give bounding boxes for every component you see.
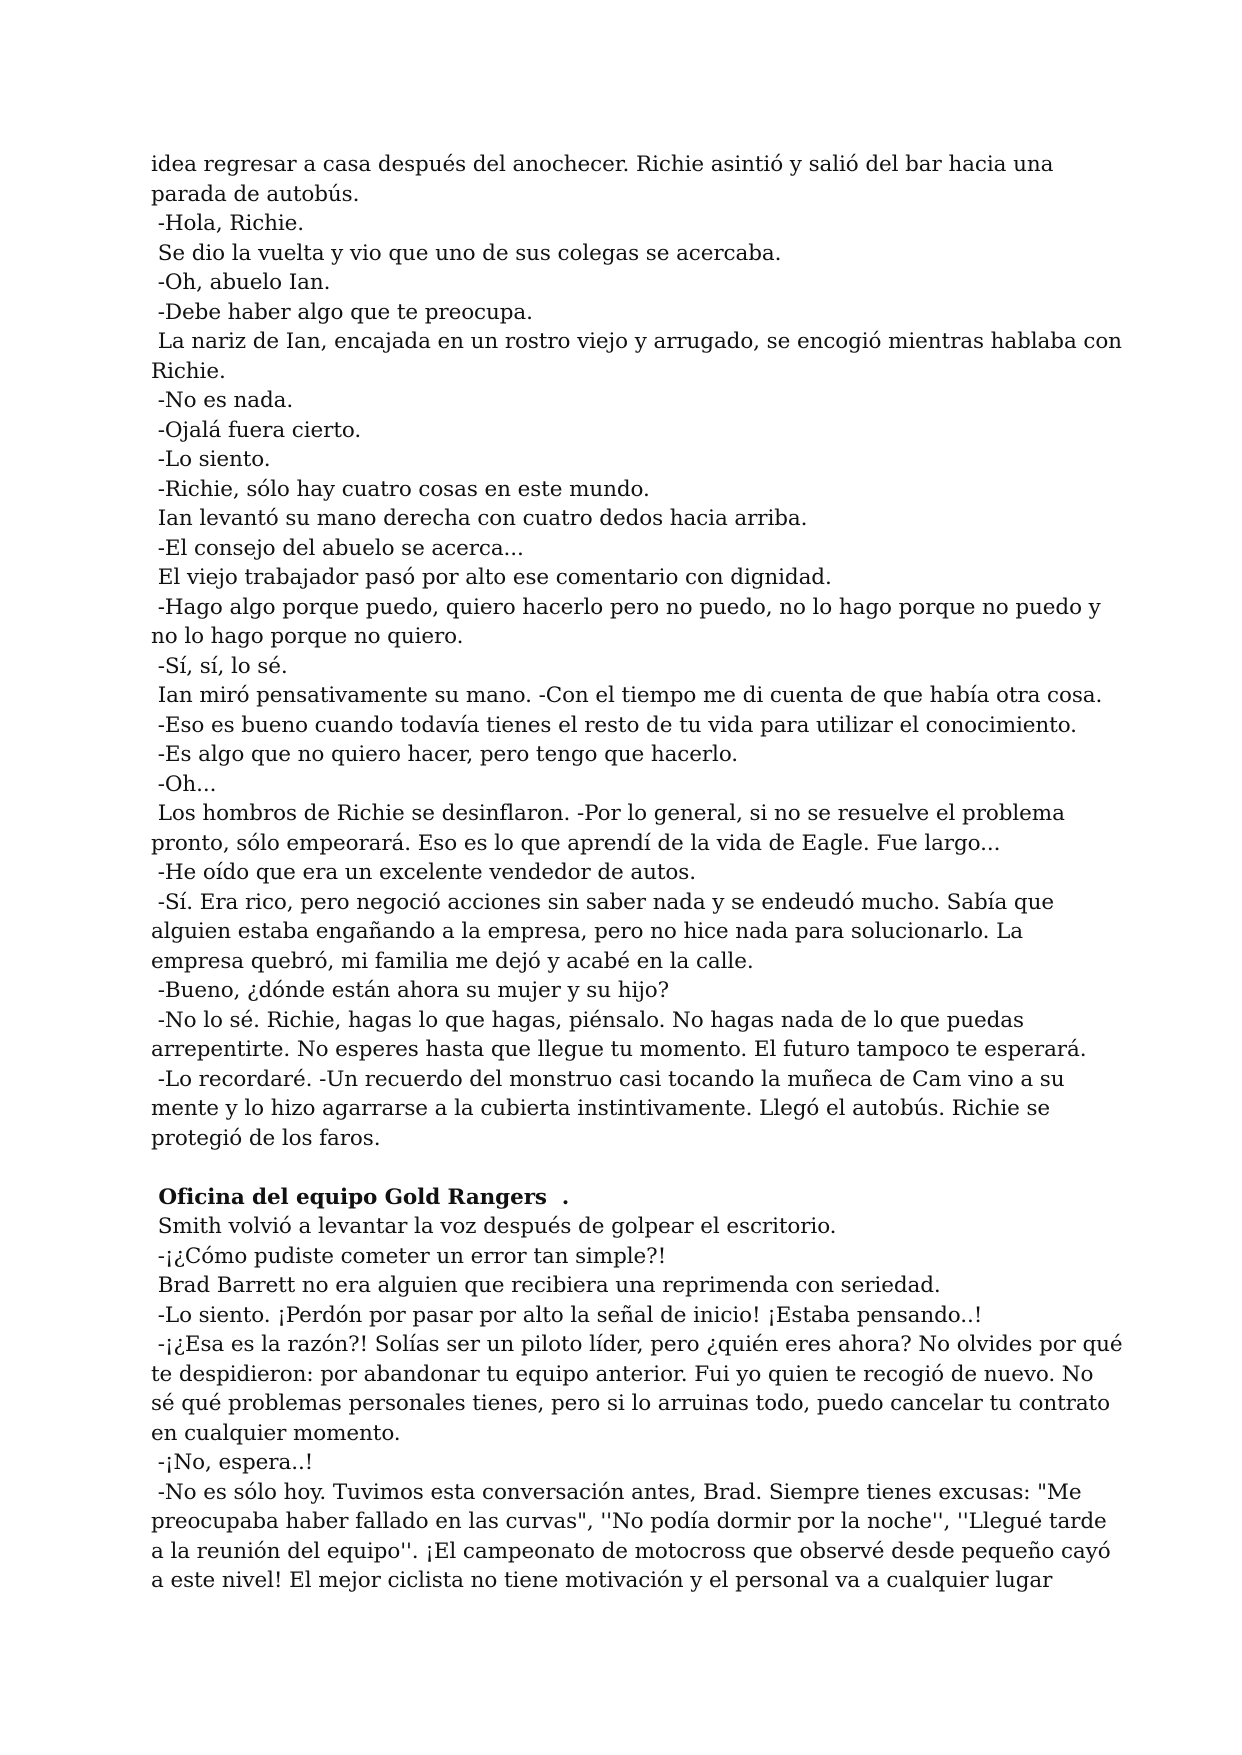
text-line: Ian miró pensativamente su mano. -Con el tiempo me di cuenta de que había otra cosa. (151, 683, 1103, 708)
section-heading: Oficina del equipo Gold Rangers . (151, 1184, 570, 1210)
text-line: parada de autobús. (151, 181, 360, 207)
text-line: -El consejo del abuelo se acerca... (151, 535, 524, 561)
text-line: -Eso es bueno cuando todavía tienes el resto de tu vida para utilizar el conocimiento. (151, 712, 1077, 738)
text-line: -Lo siento. (151, 447, 271, 472)
text-line: a este nivel! El mejor ciclista no tiene motivación y el personal va a cualquier lugar (151, 1568, 1053, 1593)
text-line: -Oh, abuelo Ian. (151, 270, 331, 295)
text-line: en cualquier momento. (151, 1420, 401, 1446)
blank-line (151, 1153, 1111, 1183)
text-line: -Sí, sí, lo sé. (151, 653, 288, 679)
text-line: -Bueno, ¿dónde están ahora su mujer y su hijo? (151, 978, 670, 1003)
text-line: -¡No, espera..! (151, 1450, 314, 1475)
text-line: idea regresar a casa después del anochecer. Richie asintió y salió del bar hacia una (151, 152, 1054, 177)
text-line: arrepentirte. No esperes hasta que llegue tu momento. El futuro tampoco te esperará. (151, 1037, 1087, 1062)
text-line: Se dio la vuelta y vio que uno de sus colegas se acercaba. (151, 240, 782, 266)
text-line: alguien estaba engañando a la empresa, pero no hice nada para solucionarlo. La (151, 919, 1023, 944)
text-line: -He oído que era un excelente vendedor de autos. (151, 860, 696, 885)
text-line: -Es algo que no quiero hacer, pero tengo que hacerlo. (151, 742, 739, 767)
text-line: -Lo recordaré. -Un recuerdo del monstruo casi tocando la muñeca de Cam vino a su (151, 1066, 1065, 1092)
text-line: -No es sólo hoy. Tuvimos esta conversación antes, Brad. Siempre tienes excusas: "Me (151, 1479, 1082, 1505)
text-line: -Debe haber algo que te preocupa. (151, 299, 533, 325)
text-line: te despidieron: por abandonar tu equipo anterior. Fui yo quien te recogió de nuevo. No (151, 1361, 1094, 1387)
text-line: Brad Barrett no era alguien que recibiera una reprimenda con seriedad. (151, 1273, 941, 1298)
text-line: Ian levantó su mano derecha con cuatro dedos hacia arriba. (151, 506, 808, 531)
text-line: Los hombros de Richie se desinflaron. -Por lo general, si no se resuelve el problema (151, 801, 1065, 826)
text-line: empresa quebró, mi familia me dejó y acabé en la calle. (151, 948, 754, 974)
text-line: -Lo siento. ¡Perdón por pasar por alto la señal de inicio! ¡Estaba pensando..! (151, 1302, 983, 1328)
text-line: protegió de los faros. (151, 1125, 381, 1151)
text-line: -Hola, Richie. (151, 211, 305, 236)
text-line: -Ojalá fuera cierto. (151, 417, 362, 443)
document-body (151, 150, 1123, 1596)
text-line: -Richie, sólo hay cuatro cosas en este mundo. (151, 476, 650, 502)
text-line: mente y lo hizo agarrarse a la cubierta instintivamente. Llegó el autobús. Richie se (151, 1096, 1051, 1121)
text-line: -Sí. Era rico, pero negoció acciones sin saber nada y se endeudó mucho. Sabía que (151, 889, 1054, 915)
text-line: -Oh... (151, 771, 217, 797)
text-line: a la reunión del equipo''. ¡El campeonato de motocross que observé desde pequeño cayó (151, 1538, 1111, 1564)
text-line: -¡¿Cómo pudiste cometer un error tan simple?! (151, 1243, 667, 1269)
text-line: -No es nada. (151, 388, 294, 413)
text-line: sé qué problemas personales tienes, pero si lo arruinas todo, puedo cancelar tu contrato (151, 1391, 1110, 1416)
text-line: Smith volvió a levantar la voz después de golpear el escritorio. (151, 1214, 837, 1239)
text-line: no lo hago porque no quiero. (151, 624, 464, 649)
text-line: -No lo sé. Richie, hagas lo que hagas, piénsalo. No hagas nada de lo que puedas (151, 1007, 1024, 1033)
text-line: -¡¿Esa es la razón?! Solías ser un piloto líder, pero ¿quién eres ahora? No olvides por qué (151, 1332, 1123, 1357)
text-line: El viejo trabajador pasó por alto ese comentario con dignidad. (151, 565, 832, 590)
text-line: Richie. (151, 358, 226, 384)
text-line: preocupaba haber fallado en las curvas", ''No podía dormir por la noche'', ''Llegué tarde (151, 1509, 1107, 1534)
text-line: -Hago algo porque puedo, quiero hacerlo pero no puedo, no lo hago porque no puedo y (151, 594, 1101, 620)
text-line: La nariz de Ian, encajada en un rostro viejo y arrugado, se encogió mientras hablaba con (151, 329, 1122, 354)
text-line: pronto, sólo empeorará. Eso es lo que aprendí de la vida de Eagle. Fue largo... (151, 830, 1001, 856)
